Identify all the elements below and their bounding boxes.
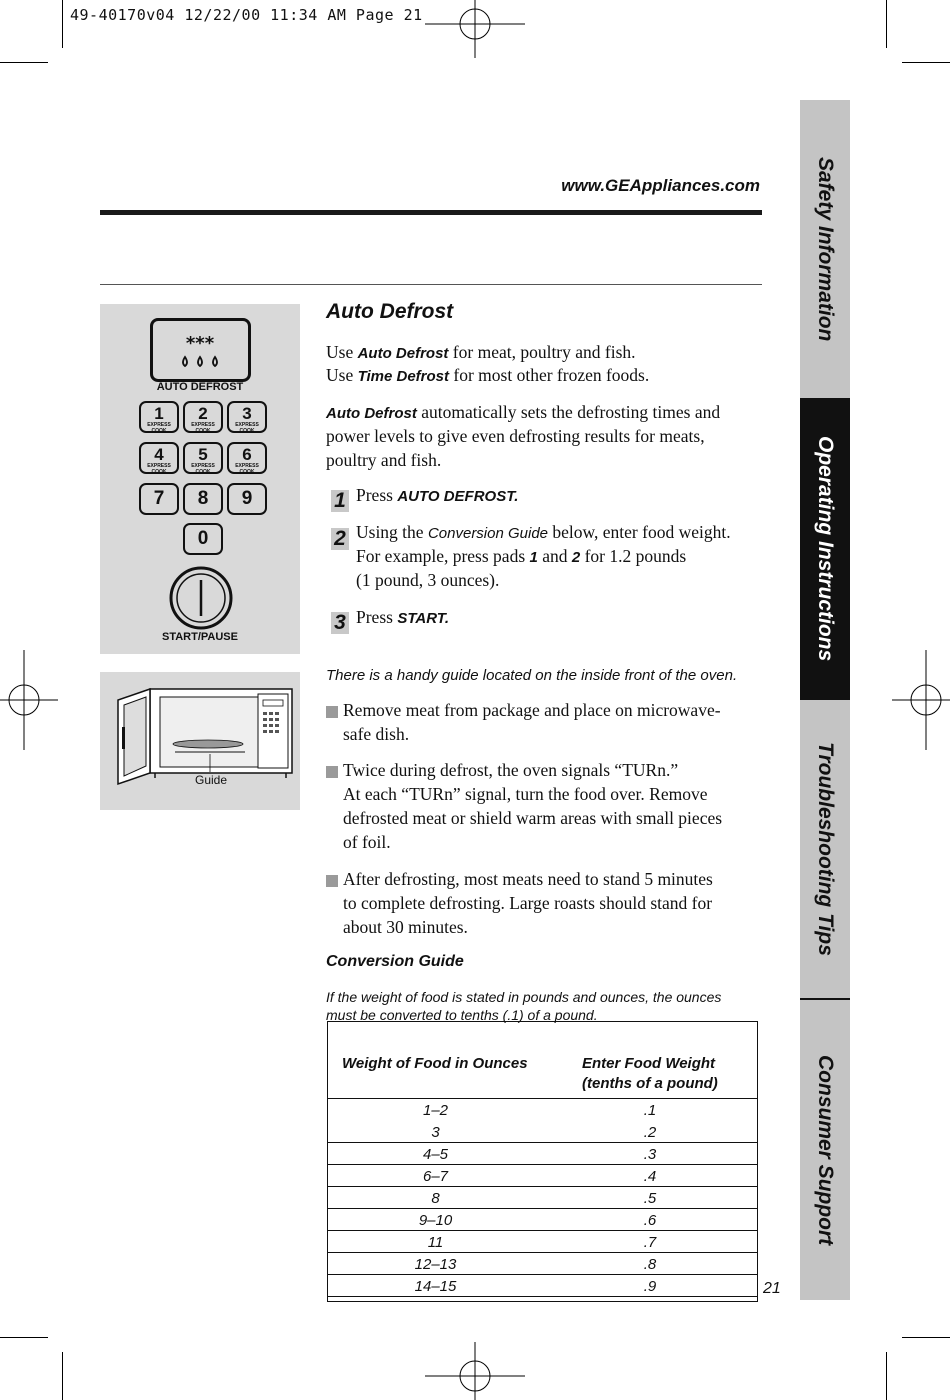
handy-note: There is a handy guide located on the inside front of the oven.: [326, 667, 738, 684]
step-3-text: Press START.: [356, 607, 449, 627]
conversion-guide-title: Conversion Guide: [326, 953, 464, 970]
oven-illustration: [100, 672, 300, 810]
keypad-illustration: [100, 304, 300, 654]
bullet-square: [326, 766, 338, 778]
tab-consumer-support[interactable]: [800, 1000, 850, 1300]
key-2: 2 EXPRESS COOK: [183, 401, 223, 433]
header-rule: [100, 210, 762, 215]
tab-label: Operating Instructions: [814, 436, 837, 662]
microwave-open-door-illustration: [100, 672, 300, 810]
bullet-2-line-4: of foil.: [343, 832, 391, 852]
registration-mark-right: [890, 650, 950, 750]
key-8: 8: [183, 483, 223, 515]
bullet-2-line-3: defrosted meat or shield warm areas with small pieces: [343, 808, 723, 828]
bullet-3-line-2: to complete defrosting. Large roasts should stand for: [343, 893, 713, 913]
key-7: 7: [139, 483, 179, 515]
key-5: 5 EXPRESS COOK: [183, 442, 223, 474]
tab-operating-instructions[interactable]: [800, 398, 850, 700]
col-header-tenths-l2: (tenths of a pound): [582, 1075, 718, 1092]
step-1-text: Press AUTO DEFROST.: [356, 485, 519, 505]
registration-mark-top: [425, 0, 525, 60]
step-2-line-3: (1 pound, 3 ounces).: [356, 570, 500, 590]
key-0: 0: [183, 523, 223, 555]
col-header-ounces: Weight of Food in Ounces: [342, 1055, 528, 1072]
step-2-line-2: For example, press pads 1 and 2 for 1.2 pounds: [356, 546, 687, 566]
step-number-1: 1: [331, 490, 349, 512]
description-line-3: poultry and fish.: [326, 450, 442, 470]
auto-defrost-label: AUTO DEFROST: [156, 381, 244, 393]
conversion-table: Weight of Food in Ounces Enter Food Weight (tenths of a pound) 1–2 .1 3 .2 4–5 .3 6–7 .4 8 .5 9–10 .6 11 .7 12–13 .8 14–15 .9: [327, 1021, 758, 1302]
bullet-square: [326, 706, 338, 718]
bullet-3-line-3: about 30 minutes.: [343, 917, 468, 937]
conversion-note: If the weight of food is stated in pounds and ounces, the ounces must be converted to tenths (.1) of a pound.: [326, 989, 722, 1023]
tab-label: Consumer Support: [814, 1054, 837, 1246]
section-title: Auto Defrost: [326, 300, 454, 323]
section-divider: [100, 284, 762, 285]
svg-text:***: ***: [185, 333, 215, 354]
step-number-3: 3: [331, 612, 349, 634]
page-number: 21: [763, 1280, 781, 1297]
registration-mark-left: [0, 650, 60, 750]
print-slug: 49-40170v04 12/22/00 11:34 AM Page 21: [70, 6, 423, 24]
intro-line-1: Use Auto Defrost for meat, poultry and fish.: [326, 342, 636, 362]
bullet-1-line-1: Remove meat from package and place on microwave-: [343, 700, 721, 720]
step-number-2: 2: [331, 528, 349, 550]
description-line-1: Auto Defrost automatically sets the defrosting times and: [326, 402, 721, 422]
tab-label: Safety Information: [814, 156, 837, 342]
intro-line-2: Use Time Defrost for most other frozen foods.: [326, 365, 650, 385]
step-2-line-1: Using the Conversion Guide below, enter food weight.: [356, 522, 731, 542]
auto-defrost-button: [150, 318, 251, 382]
tab-label: Troubleshooting Tips: [814, 742, 837, 956]
bullet-square: [326, 875, 338, 887]
col-header-tenths-l1: Enter Food Weight: [582, 1055, 716, 1072]
key-6: 6 EXPRESS COOK: [227, 442, 267, 474]
key-9: 9: [227, 483, 267, 515]
bullet-2-line-2: At each “TURn” signal, turn the food over. Remove: [343, 784, 708, 804]
bullet-1-line-2: safe dish.: [343, 724, 410, 744]
registration-mark-bottom: [425, 1340, 525, 1400]
start-pause-label: START/PAUSE: [162, 631, 238, 643]
tab-safety-information[interactable]: [800, 100, 850, 398]
guide-label: Guide: [195, 773, 228, 787]
key-1: 1 EXPRESS COOK: [139, 401, 179, 433]
defrost-snowflake-icon: [153, 321, 248, 379]
tab-troubleshooting-tips[interactable]: [800, 700, 850, 998]
start-pause-button: [168, 565, 234, 631]
bullet-2-line-1: Twice during defrost, the oven signals “TURn.”: [343, 760, 679, 780]
description-line-2: power levels to give even defrosting results for meats,: [326, 426, 705, 446]
key-4: 4 EXPRESS COOK: [139, 442, 179, 474]
bullet-3-line-1: After defrosting, most meats need to stand 5 minutes: [343, 869, 713, 889]
key-3: 3 EXPRESS COOK: [227, 401, 267, 433]
header-url[interactable]: www.GEAppliances.com: [561, 176, 760, 195]
